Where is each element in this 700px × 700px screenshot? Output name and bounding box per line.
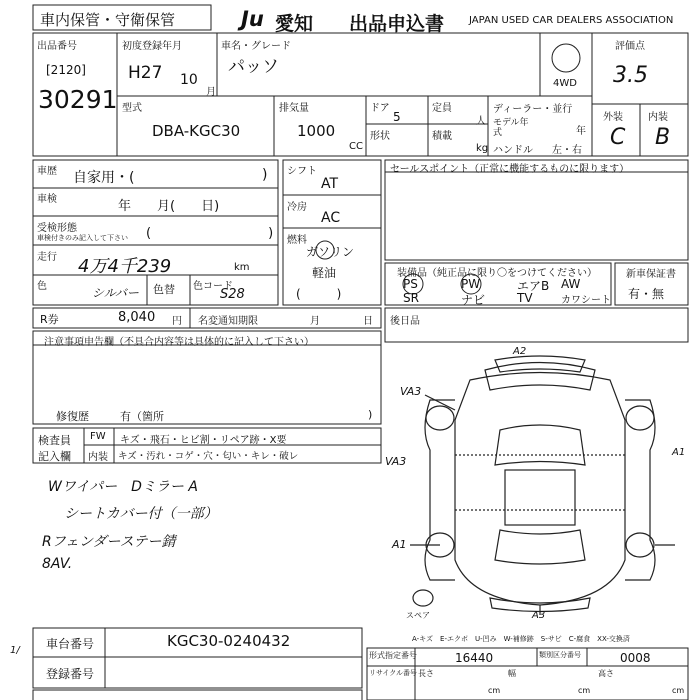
shift-label: シフト <box>287 166 317 177</box>
history-value: 自家用・( <box>73 170 135 186</box>
int-text: キズ・汚れ・コゲ・穴・匂い・キレ・破レ <box>118 451 299 462</box>
transfer-value: ( ) <box>146 226 274 241</box>
deadline-month: 月 <box>310 316 320 327</box>
diagram-mark-a1-left: A1 <box>392 538 407 551</box>
mileage-value: 4万4千239 <box>78 256 172 277</box>
fw-text: キズ・飛石・ヒビ割・リペア跡・X要 <box>120 435 287 446</box>
repair-label: 修復歴 <box>56 410 89 423</box>
deadline-day: 日 <box>363 316 373 327</box>
equipment-item-12: TV <box>517 291 533 305</box>
equipment-item-11: ナビ <box>461 293 486 307</box>
transfer-label: 受検形態 <box>37 223 77 234</box>
first-reg-month-unit: 月 <box>206 87 216 98</box>
inspector-label1: 検査員 <box>38 434 71 447</box>
handwritten-line: シートカバー付（一部） <box>64 506 218 522</box>
capacity-label: 定員 <box>432 103 452 114</box>
fw-label: FW <box>90 431 106 442</box>
color-code-value: S28 <box>220 287 245 302</box>
inspection-value: 年 月( 日) <box>118 199 220 214</box>
first-reg-label: 初度登録年月 <box>122 41 182 52</box>
repair-value: 有（箇所 <box>120 410 164 423</box>
first-reg-month: 10 <box>180 72 198 88</box>
repair-close: ) <box>368 408 373 421</box>
weight-label: 積載 <box>432 131 452 142</box>
handwritten-line: Wワイパー Dミラー A <box>48 479 198 495</box>
color-label: 色 <box>37 281 47 292</box>
recycle-label: R券 <box>40 313 59 326</box>
height-label: 高さ <box>598 669 614 678</box>
reg-number-label: 登録番号 <box>46 667 95 681</box>
recycle-unit: 円 <box>172 316 182 327</box>
warranty-value: 有・無 <box>628 287 665 301</box>
height-unit: cm <box>672 686 685 695</box>
branch-name: 愛知 <box>275 13 314 35</box>
repaint-label: 色替 <box>153 283 175 296</box>
equipment-item-2: エアB <box>517 279 550 293</box>
interior-grade: B <box>655 125 671 150</box>
lot-number: 30291 <box>38 85 118 114</box>
score-value: 3.5 <box>613 63 648 88</box>
chassis-value: KGC30-0240432 <box>167 632 291 650</box>
inspection-label: 車検 <box>37 194 57 205</box>
mileage-label: 走行 <box>37 252 57 263</box>
weight-unit: kg <box>476 143 489 154</box>
int-label: 内装 <box>88 452 108 463</box>
type-num-value: 16440 <box>455 651 494 665</box>
diagram-mark-a1-right: A1 <box>672 447 686 458</box>
form-title: 出品申込書 <box>349 13 445 35</box>
equipment-label: 装備品（純正品に限り〇をつけてください） <box>397 268 597 279</box>
equipment-item-3: AW <box>561 277 581 291</box>
type-num-label: 形式指定番号 <box>369 651 417 660</box>
doors-label: ドア <box>370 103 390 114</box>
exterior-grade: C <box>610 125 626 150</box>
handle-options: 左・右 <box>552 145 582 156</box>
deadline-label: 名変通知期限 <box>198 316 258 327</box>
lot-label: 出品番号 <box>37 41 77 52</box>
handle-label: ハンドル <box>493 145 533 156</box>
model-label: 型式 <box>122 103 142 114</box>
fuel-diesel: 軽油 <box>312 266 337 280</box>
class-num-label: 類別区分番号 <box>539 651 581 659</box>
warranty-label: 新車保証書 <box>626 269 676 280</box>
spare-label: スペア <box>406 611 430 620</box>
fuel-label: 燃料 <box>287 235 307 246</box>
inspector-label2: 記入欄 <box>38 450 71 463</box>
model-value: DBA-KGC30 <box>152 122 241 140</box>
equipment-item-1: PW <box>461 277 481 291</box>
displacement-label: 排気量 <box>279 103 309 114</box>
diagram-mark-va3-left: VA3 <box>400 385 422 398</box>
first-reg-year: H27 <box>128 63 163 83</box>
ju-logo: Ju <box>241 7 264 31</box>
displacement-unit: CC <box>349 141 363 152</box>
drive-badge: 4WD <box>553 78 577 89</box>
shift-value: AT <box>321 176 339 192</box>
dealer-title: ディーラー・並行 <box>493 104 573 115</box>
diagram-mark-a3: A3 <box>532 610 546 621</box>
doors-value: 5 <box>393 110 401 124</box>
margin-mark: 1/ <box>10 645 20 656</box>
class-num-value: 0008 <box>620 651 651 665</box>
recycle-amount: 8,040 <box>118 310 156 325</box>
equipment-item-0: PS <box>403 277 418 291</box>
history-close: ) <box>262 167 268 183</box>
chassis-label: 車台番号 <box>46 637 95 651</box>
handwritten-line: 8AV. <box>42 556 73 572</box>
capacity-unit: 人 <box>476 116 486 127</box>
car-name: パッソ <box>228 57 279 77</box>
diagram-mark-a2: A2 <box>513 346 527 357</box>
width-label: 幅 <box>508 669 516 678</box>
fuel-other: ( ) <box>296 287 342 301</box>
post-items-label: 後日品 <box>390 316 420 327</box>
model-year-unit: 年 <box>576 126 586 137</box>
displacement-value: 1000 <box>297 122 336 140</box>
ac-label: 冷房 <box>287 202 307 213</box>
exterior-label: 外装 <box>603 112 623 123</box>
interior-label: 内装 <box>648 112 668 123</box>
mileage-unit: km <box>234 262 250 273</box>
diagram-mark-va3-mid: VA3 <box>385 455 407 468</box>
history-label: 車歴 <box>37 166 57 177</box>
association-name: JAPAN USED CAR DEALERS ASSOCIATION <box>469 15 674 26</box>
length-unit: cm <box>488 686 501 695</box>
shape-label: 形状 <box>370 131 390 142</box>
model-year-label: モデル年式 <box>493 118 529 138</box>
car-name-label: 車名・グレード <box>221 41 291 52</box>
width-unit: cm <box>578 686 591 695</box>
color-code-label: 色コード <box>193 281 233 292</box>
recycle-ref-label: リサイクル番号 <box>369 669 418 677</box>
color-value: シルバー <box>92 286 139 300</box>
sales-point-label: セールスポイント（正常に機能するものに限ります） <box>390 164 630 175</box>
ac-value: AC <box>321 210 341 226</box>
damage-legend: A-キズ E-エクボ U-凹み W-補修跡 S-サビ C-腐食 XX-交換済 <box>412 635 630 643</box>
length-label: 長さ <box>418 669 434 678</box>
lot-code: [2120] <box>46 63 86 77</box>
equipment-item-10: SR <box>403 291 419 305</box>
storage-label: 車内保管・守衛保管 <box>40 11 176 29</box>
transfer-note: 車検付きのみ記入して下さい <box>37 234 128 242</box>
notes-label: 注意事項申告欄（不具合内容等は具体的に記入して下さい） <box>44 337 314 348</box>
equipment-item-13: カワシート <box>561 295 611 306</box>
score-label: 評価点 <box>615 41 645 52</box>
handwritten-line: Rフェンダーステー錆 <box>42 534 176 550</box>
fuel-gasoline: ガソリン <box>306 245 355 259</box>
car-diagram <box>410 356 675 615</box>
